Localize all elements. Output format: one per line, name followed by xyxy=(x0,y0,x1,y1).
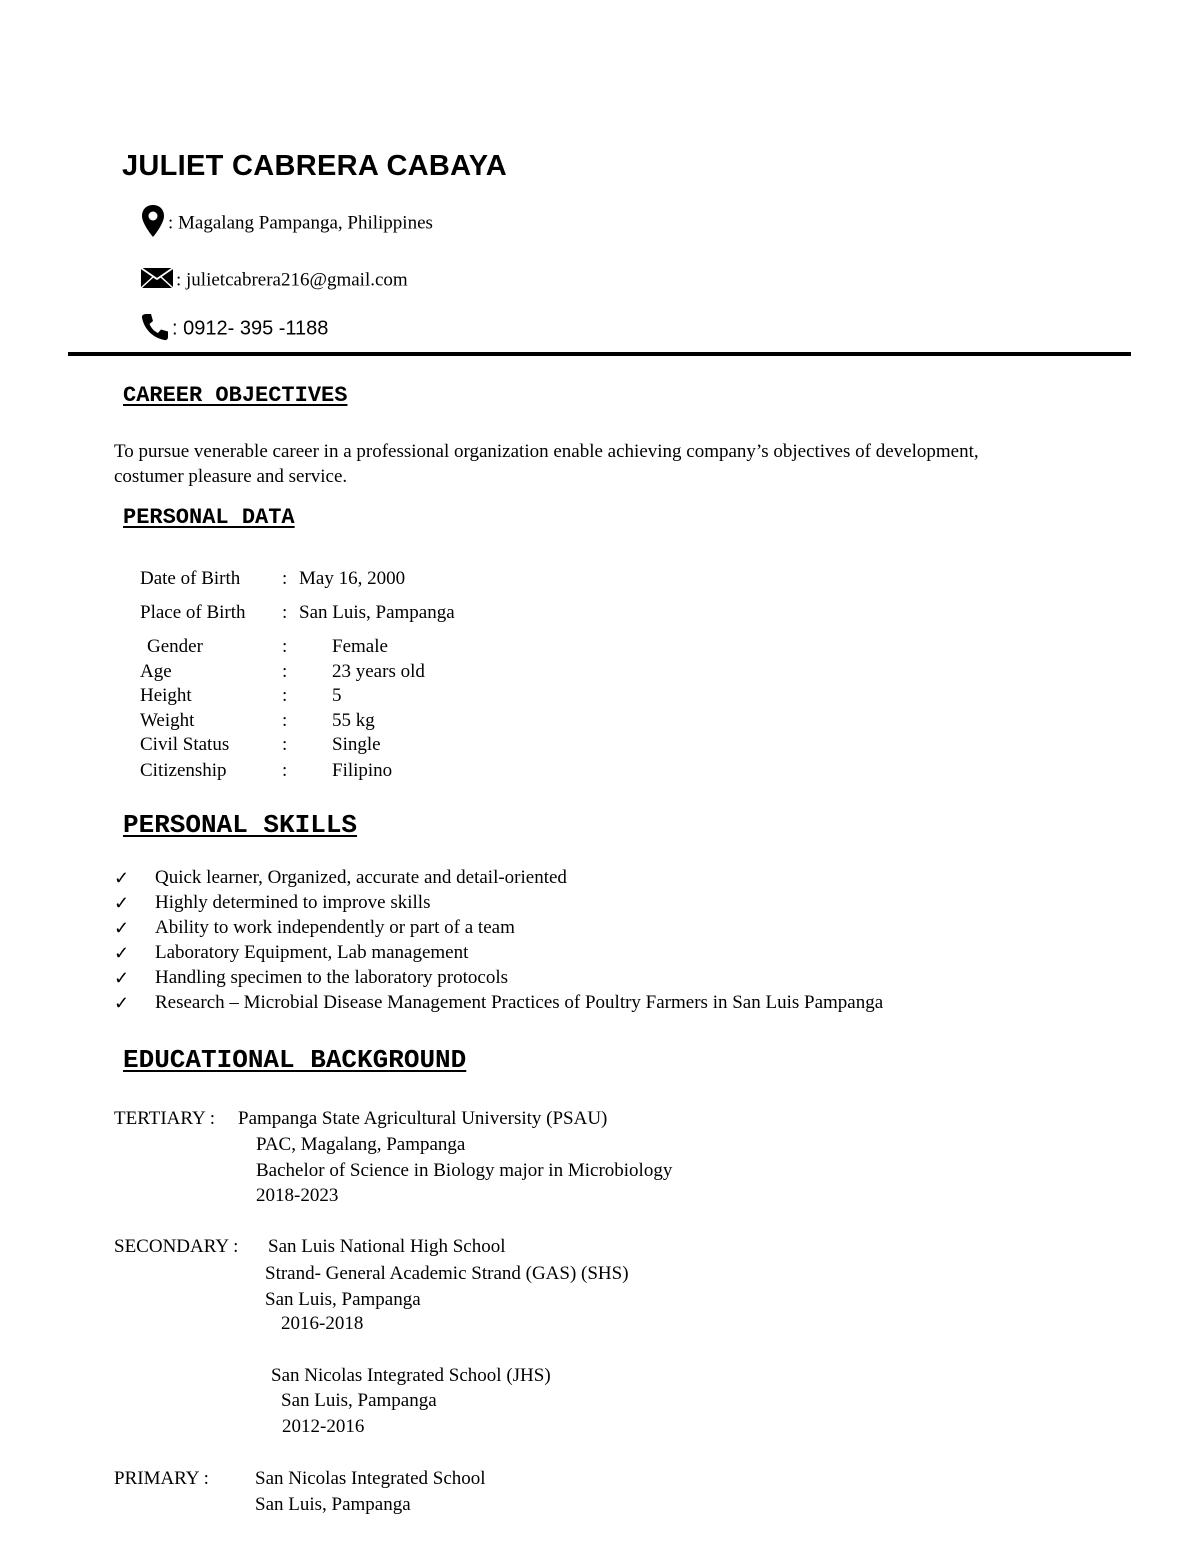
pd-value-height: 5 xyxy=(332,685,342,706)
email-text: : julietcabrera216@gmail.com xyxy=(176,269,408,291)
career-objective-line: To pursue venerable career in a professional organization enable achieving company’s objectives of development, xyxy=(114,441,979,462)
phone-icon xyxy=(140,312,170,348)
skill-item: Research – Microbial Disease Management Practices of Poultry Farmers in San Luis Pampanga xyxy=(155,992,884,1013)
tertiary-years: 2018-2023 xyxy=(256,1185,339,1206)
pd-label-age: Age xyxy=(140,661,172,682)
address-text: : Magalang Pampanga, Philippines xyxy=(168,212,433,234)
shs-strand: Strand- General Academic Strand (GAS) (SHS) xyxy=(265,1263,629,1284)
personal-skills-heading: PERSONAL SKILLS xyxy=(123,810,358,840)
pd-value-date-of-birth: May 16, 2000 xyxy=(299,568,406,589)
pd-label-citizenship: Citizenship xyxy=(140,760,227,781)
career-objective-paragraph xyxy=(114,439,1114,489)
career-objective-line: costumer pleasure and service. xyxy=(114,466,348,487)
skill-item: Quick learner, Organized, accurate and detail-oriented xyxy=(155,867,567,888)
phone-text: : 0912- 395 -1188 xyxy=(172,317,329,340)
check-icon: ✓ xyxy=(114,893,130,913)
pd-label-civil-status: Civil Status xyxy=(140,734,230,755)
skill-item: Laboratory Equipment, Lab management xyxy=(155,942,469,963)
pd-label-date-of-birth: Date of Birth xyxy=(140,568,241,589)
pd-label-place-of-birth: Place of Birth xyxy=(140,602,246,623)
pd-value-gender: Female xyxy=(332,636,388,657)
pd-colon: : xyxy=(282,710,288,731)
phone-line xyxy=(140,312,328,348)
email-line xyxy=(140,267,408,295)
pd-colon: : xyxy=(282,636,288,657)
pd-colon: : xyxy=(282,685,288,706)
career-objectives-heading: CAREER OBJECTIVES xyxy=(123,383,348,408)
jhs-years: 2012-2016 xyxy=(282,1416,365,1437)
tertiary-address: PAC, Magalang, Pampanga xyxy=(256,1134,466,1155)
personal-data-heading: PERSONAL DATA xyxy=(123,505,295,530)
tertiary-school: Pampanga State Agricultural University (PSAU) xyxy=(238,1108,608,1129)
pd-value-age: 23 years old xyxy=(332,661,425,682)
pd-colon: : xyxy=(282,568,288,589)
jhs-address: San Luis, Pampanga xyxy=(281,1390,437,1411)
shs-address: San Luis, Pampanga xyxy=(265,1289,421,1310)
shs-years: 2016-2018 xyxy=(281,1313,364,1334)
secondary-label: SECONDARY : xyxy=(114,1236,239,1257)
pd-value-citizenship: Filipino xyxy=(332,760,393,781)
pd-value-civil-status: Single xyxy=(332,734,381,755)
pd-value-weight: 55 kg xyxy=(332,710,375,731)
jhs-school: San Nicolas Integrated School (JHS) xyxy=(271,1365,551,1386)
check-icon: ✓ xyxy=(114,968,130,988)
skill-item: Highly determined to improve skills xyxy=(155,892,431,913)
pd-colon: : xyxy=(282,602,288,623)
envelope-icon xyxy=(140,267,174,295)
pd-colon: : xyxy=(282,760,288,781)
primary-label: PRIMARY : xyxy=(114,1468,209,1489)
pd-label-gender: Gender xyxy=(147,636,203,657)
header-divider xyxy=(68,352,1131,356)
educational-background-heading: EDUCATIONAL BACKGROUND xyxy=(123,1045,467,1075)
tertiary-degree: Bachelor of Science in Biology major in Microbiology xyxy=(256,1160,673,1181)
tertiary-label: TERTIARY : xyxy=(114,1108,216,1129)
skill-item: Handling specimen to the laboratory protocols xyxy=(155,967,508,988)
check-icon: ✓ xyxy=(114,943,130,963)
applicant-name: JULIET CABRERA CABAYA xyxy=(122,150,507,182)
check-icon: ✓ xyxy=(114,868,130,888)
primary-school: San Nicolas Integrated School xyxy=(255,1468,486,1489)
pd-label-height: Height xyxy=(140,685,192,706)
shs-school: San Luis National High School xyxy=(268,1236,506,1257)
check-icon: ✓ xyxy=(114,918,130,938)
check-icon: ✓ xyxy=(114,993,130,1013)
pd-label-weight: Weight xyxy=(140,710,195,731)
pd-value-place-of-birth: San Luis, Pampanga xyxy=(299,602,455,623)
skill-item: Ability to work independently or part of a team xyxy=(155,917,515,938)
location-pin-icon xyxy=(140,204,166,244)
address-line xyxy=(140,204,433,244)
pd-colon: : xyxy=(282,734,288,755)
primary-address: San Luis, Pampanga xyxy=(255,1494,411,1515)
pd-colon: : xyxy=(282,661,288,682)
